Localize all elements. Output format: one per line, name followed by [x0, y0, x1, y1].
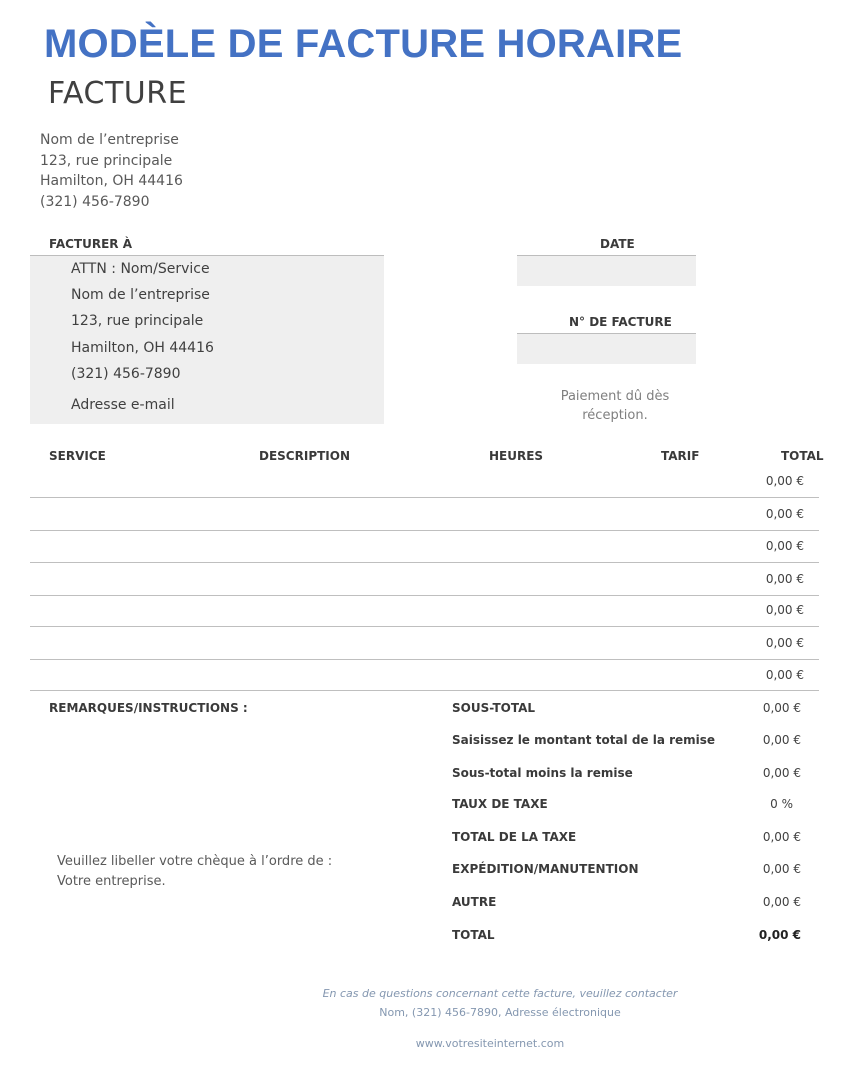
company-info — [40, 130, 183, 212]
shipping-label: EXPÉDITION/MANUTENTION — [452, 862, 639, 876]
company-phone: (321) 456-7890 — [40, 193, 150, 210]
column-header-service: SERVICE — [49, 449, 106, 463]
column-header-hours: HEURES — [489, 449, 544, 463]
cheque-note-line1: Veuillez libeller votre chèque à l’ordre de : — [57, 854, 333, 869]
subtotal-less-discount-label: Sous-total moins la remise — [452, 766, 633, 780]
table-row-divider — [30, 659, 819, 660]
tax-total-label: TOTAL DE LA TAXE — [452, 830, 577, 844]
bill-to-city: Hamilton, OH 44416 — [71, 340, 214, 356]
discount-value[interactable]: 0,00 € — [762, 733, 801, 747]
bill-to-label: FACTURER À — [49, 237, 132, 251]
other-value[interactable]: 0,00 € — [762, 895, 801, 909]
bill-to-address: 123, rue principale — [71, 313, 204, 329]
bill-to-divider — [30, 255, 384, 256]
discount-label: Saisissez le montant total de la remise — [452, 733, 716, 747]
row-total-2: 0,00 € — [765, 507, 804, 521]
invoice-number-field[interactable] — [517, 333, 696, 364]
company-address: 123, rue principale — [40, 152, 173, 169]
footer-website[interactable]: www.votresiteinternet.com — [415, 1037, 565, 1050]
row-total-5: 0,00 € — [765, 603, 804, 617]
table-row-divider — [30, 497, 819, 498]
page-title: MODÈLE DE FACTURE HORAIRE — [44, 22, 683, 66]
payment-note: Paiement dû dès réception. — [560, 389, 670, 423]
table-row-divider — [30, 595, 819, 596]
tax-total-value: 0,00 € — [762, 830, 801, 844]
company-city: Hamilton, OH 44416 — [40, 173, 183, 189]
bill-to-email: Adresse e-mail — [71, 397, 175, 413]
table-row-divider — [30, 530, 819, 531]
column-header-total: TOTAL — [781, 449, 824, 463]
column-header-description: DESCRIPTION — [259, 449, 351, 463]
grand-total-value: 0,00 € — [758, 928, 801, 942]
tax-rate-label: TAUX DE TAXE — [452, 797, 548, 811]
company-name: Nom de l’entreprise — [40, 132, 179, 148]
table-row-divider — [30, 562, 819, 563]
subtotal-value: 0,00 € — [762, 701, 801, 715]
row-total-3: 0,00 € — [765, 539, 804, 553]
remarks-label: REMARQUES/INSTRUCTIONS : — [49, 701, 248, 715]
subtotal-less-discount-value: 0,00 € — [762, 766, 801, 780]
column-header-rate: TARIF — [661, 449, 700, 463]
invoice-heading: FACTURE — [48, 76, 188, 111]
row-total-4: 0,00 € — [765, 572, 804, 586]
row-total-1: 0,00 € — [765, 474, 804, 488]
bill-to-company: Nom de l’entreprise — [71, 287, 210, 303]
footer-contact: Nom, (321) 456-7890, Adresse électronique — [379, 1006, 621, 1019]
tax-rate-value[interactable]: 0 % — [770, 797, 793, 811]
subtotal-label: SOUS-TOTAL — [452, 701, 536, 715]
table-row-divider — [30, 690, 819, 691]
other-label: AUTRE — [452, 895, 497, 909]
bill-to-attn: ATTN : Nom/Service — [71, 261, 210, 277]
footer-question: En cas de questions concernant cette facture, veuillez contacter — [322, 987, 678, 1000]
date-label: DATE — [600, 237, 635, 251]
shipping-value[interactable]: 0,00 € — [762, 862, 801, 876]
grand-total-label: TOTAL — [452, 928, 495, 942]
cheque-note-line2: Votre entreprise. — [57, 874, 166, 889]
row-total-7: 0,00 € — [765, 668, 804, 682]
cheque-note — [57, 852, 332, 892]
row-total-6: 0,00 € — [765, 636, 804, 650]
table-row-divider — [30, 626, 819, 627]
date-field[interactable] — [517, 255, 696, 286]
invoice-number-label: N° DE FACTURE — [569, 315, 672, 329]
bill-to-phone: (321) 456-7890 — [71, 366, 181, 382]
